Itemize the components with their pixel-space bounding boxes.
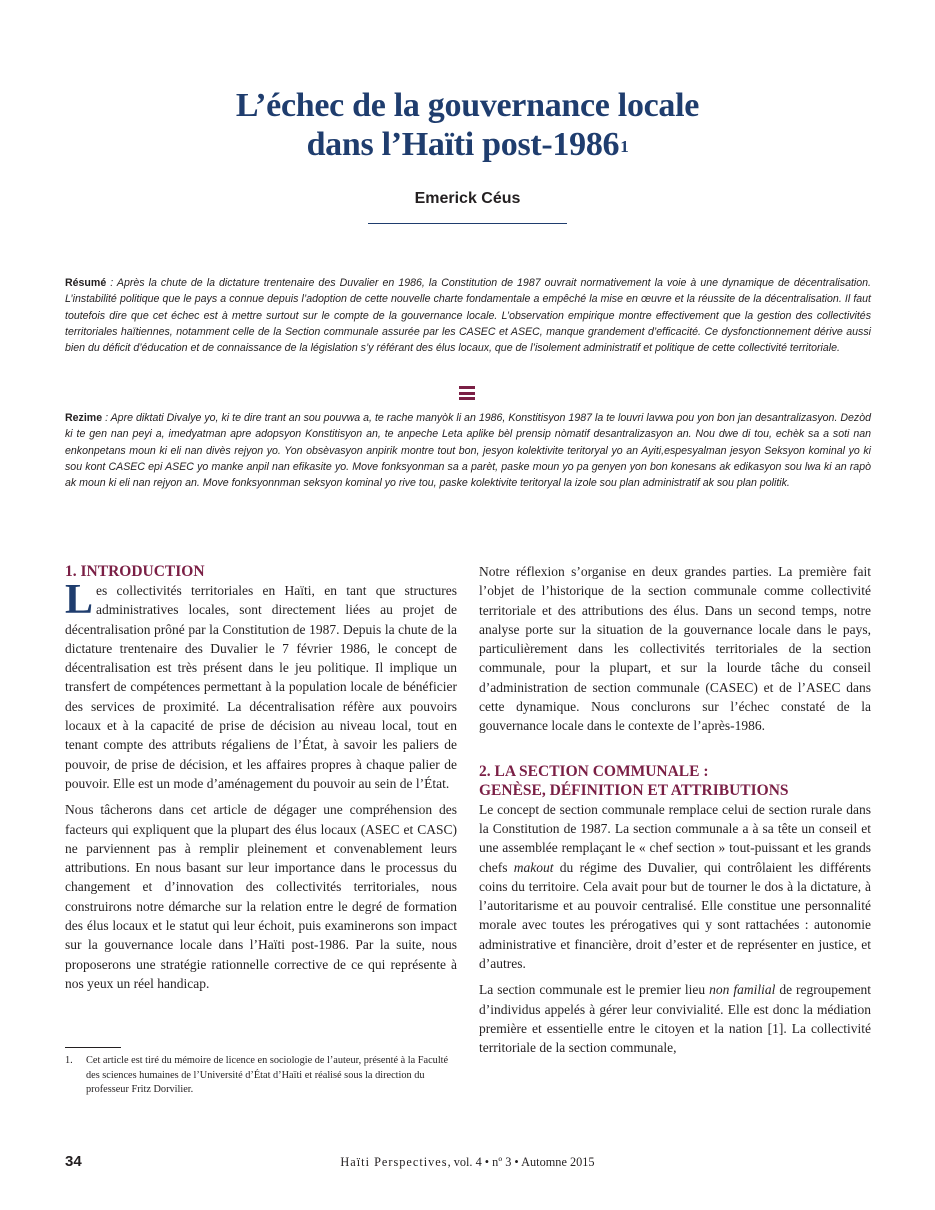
footnote [65,1054,457,1098]
section-2-paragraph-1-emphasis: makout [513,859,554,875]
abstract-french [65,275,871,356]
footnote-divider [65,1047,121,1048]
intro-paragraph-3: Notre réflexion s’organise en deux grandes parties. La première fait l’objet de l’historique de la section communale comme collectivité territoriale et des attributions des élus. Dans un second temps, notre analyse porte sur la situation de la gouvernance locale dans le pays, particulièrement dans les collectivités territoriales de la section communale, pour la plupart, et sur la lourde tâche du conseil d’administration de section communale (CASEC) et de l’ASEC dans cette dynamique. Nous conclurons sur l’échec constaté de la gouvernance locale dans le contexte de l’après-1986. [479,564,871,734]
article-title [100,86,835,164]
three-bar-ornament-icon [459,386,475,400]
section-2-heading-line-1: 2. LA SECTION COMMUNALE : [479,762,709,780]
journal-issue: , vol. 4 • nº 3 • Automne 2015 [447,1155,595,1169]
section-2-paragraph-1-part-a: Le concept de section communale remplace celui de section rurale dans la Constitution de 1987. La section communale a à sa tête un conseil et une assemblée remplaçant le « chef section » tout-puissant et les grands chefs [479,801,871,875]
section-1-heading: 1. INTRODUCTION [65,563,205,580]
section-2-paragraph-2-part-a: La section communale est le premier lieu [479,982,710,998]
page-number: 34 [65,1153,82,1170]
title-line-1: L’échec de la gouvernance locale [235,87,700,124]
abstract-creole [65,410,871,491]
section-2-paragraph-2-part-b: de regroupement d’individus appelés à gérer leur convivialité. Elle est donc la médiation première et essentielle entre le citoyen et la nation [1]. La collectivité territoriale de la section communale, [479,982,871,1056]
section-2-paragraph-2-emphasis: non familial [709,982,776,998]
author-name: Emerick Céus [414,190,521,207]
section-2-paragraph-1 [479,800,871,974]
section-2-heading-line-2: GENÈSE, DÉFINITION ET ATTRIBUTIONS [479,781,789,799]
drop-cap: L [65,577,94,623]
section-2-paragraph-2 [479,980,871,1057]
intro-paragraph-1-text: es collectivités territoriales en Haïti, en tant que structures administratives locales, sont directement liées au projet de décentralisation prôné par la Constitution de 1987. Depuis la chute de la dictature trentenaire des Duvalier le 7 février 1986, le concept de décentralisation est très présent dans le jeu politique. Il implique un transfert de compétences permettant à la population locale de bénéficier des services de proximité. La décentralisation réfère aux pouvoirs locaux et à la capacité de prise de décision au niveau local, tout en tenant compte des attributs régaliens de l’État, à savoir les paliers de pouvoir, de prise de décision, et les affaires propres à chaque palier de pouvoir. Elle est un mode d’aménagement du pouvoir au sein de l’État. [65,583,457,791]
abstract-creole-text: : Apre diktati Divalye yo, ki te dire trant an sou pouvwa a, te rache manyòk li an 1986, Konstitisyon 1987 la te louvri lavwa pou yon bon jan desantralizasyon. Dezòd ki te gen nan peyi a, imedyatman apre adopsyon Konstitisyon an, te anpeche Leta aplike bèl prensip nòmatif desantralizasyon an. Nou dwe di tou, echèk sa a soti nan enkonpetans moun ki eli nan divès rejyon yo. Yon obsèvasyon anpirik montre tout bon, jesyon kolektivite teritoryal yo an Ayiti,espesyalman jesyon Seksyon kominal yo ki sou kont CASEC epi ASEC yo manke anpil nan efikasite yo. Move fonksyonman sa a parèt, paske moun yo pa genyen yon bon konesans ak edikasyon sou lwa ki an rapò ak moun ki eli nan rejyon an. Move fonksyonnman seksyon kominal yo rive tou, paske kolektivite teritoryal la izole sou plan administratif ak sou plan politik. [65,412,871,490]
running-footer [200,1155,735,1170]
abstract-french-text: : Après la chute de la dictature trentenaire des Duvalier en 1986, la Constitution de 1987 ouvrait normativement la voie à une dynamique de décentralisation. L’instabilité politique que le pays a connue depuis l’adoption de cette nouvelle charte fondamentale a empêché la mise en œuvre et la réussite de la décentralisation. Il faut toutefois dire que cet échec est à mettre surtout sur le compte de la gouvernance locale. L’observation empirique montre effectivement que la gestion des collectivités territoriales haïtiennes, notamment celle de la Section communale assurée par les CASEC et ASEC, manque grandement d’efficacité. Ce dysfonctionnement dérive aussi bien du déficit d’éducation et de connaissance de la législation s’y référant des élus locaux, que de l’isolement administratif et politique de cette collectivité territoriale. [65,277,871,355]
section-2-paragraph-1-part-b: du régime des Duvalier, qui contrôlaient les différents coins du territoire. Cela avait pour but de tourner le dos à la dictature, à l’autoritarisme et au pouvoir centralisé. Elle constitue une personnalité morale avec toutes les prérogatives qui y sont rattachées : autonomie administrative et financière, droit d’ester et de représenter en justice, et d’autres. [479,859,871,972]
title-line-2-text: dans l’Haïti post-1986 [306,126,620,163]
intro-paragraph-2: Nous tâcherons dans cet article de dégager une compréhension des facteurs qui expliquent que la plupart des élus locaux (ASEC et CASC) ne parviennent pas à remplir pleinement et convenablement leurs attributions. En nous basant sur leur importance dans le processus du changement et d’innovation des collectivités territoriales, nous construirons notre démarche sur la relation entre le degré de formation des élus locaux et le statut qui leur échoit, puis examinerons son impact sur la gouvernance locale dans l’Haïti post-1986. Par la suite, nous proposerons une stratégie rationnelle corrective de ce qui représente à nos yeux un réel handicap. [65,802,457,991]
title-line-2 [100,125,835,164]
intro-paragraph-1 [65,577,457,793]
title-footnote-marker[interactable]: 1 [620,137,629,156]
abstract-french-label: Résumé [65,277,107,289]
abstract-creole-label: Rezime [65,412,103,424]
journal-name: Haïti Perspectives [340,1155,448,1169]
author-divider [368,223,567,224]
footnote-text: Cet article est tiré du mémoire de licence en sociologie de l’auteur, présenté à la Faculté des sciences humaines de l’Université d’État d’Haïti et réalisé sous la direction du professeur Fritz Dorvilier. [86,1055,449,1095]
left-column [65,562,457,1000]
right-column [479,562,871,1065]
footnote-number: 1. [65,1055,73,1066]
section-2-heading [479,762,871,800]
